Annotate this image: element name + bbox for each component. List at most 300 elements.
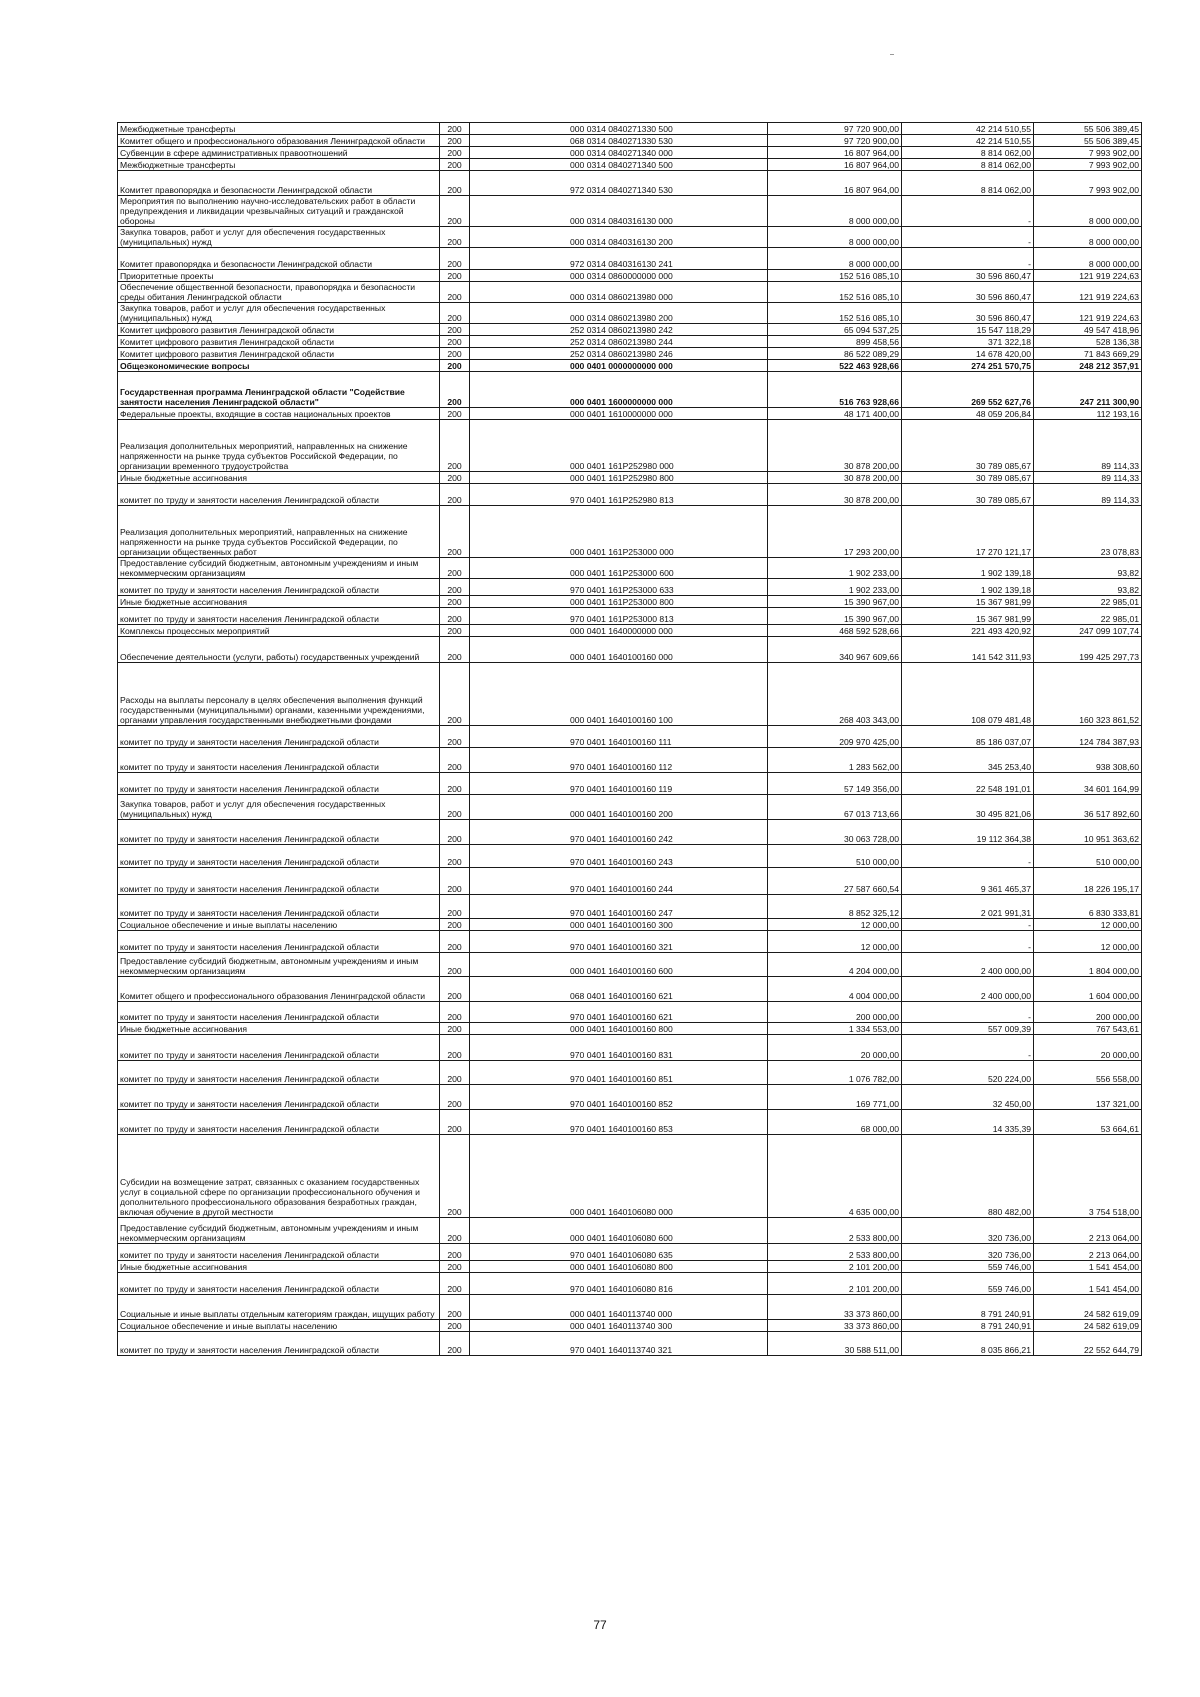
table-row	[118, 472, 1142, 484]
row-name-cell: Закупка товаров, работ и услуг для обеспечения государственных (муниципальных) нужд	[118, 227, 440, 248]
executed-amount-cell: 221 493 420,92	[902, 625, 1034, 637]
executed-amount-cell: -	[902, 248, 1034, 270]
budget-code-cell: 000 0401 1640113740 300	[470, 1320, 768, 1332]
approved-amount-cell: 16 807 964,00	[768, 147, 902, 159]
budget-code-cell: 068 0401 1640100160 621	[470, 977, 768, 1002]
approved-amount-cell: 152 516 085,10	[768, 282, 902, 303]
table-row	[118, 579, 1142, 596]
approved-amount-cell: 2 101 200,00	[768, 1261, 902, 1273]
budget-code-cell: 000 0314 0860213980 200	[470, 303, 768, 324]
line-code-cell: 200	[440, 484, 470, 506]
budget-code-cell: 970 0401 1640100160 621	[470, 1002, 768, 1023]
budget-code-cell: 252 0314 0860213980 244	[470, 336, 768, 348]
executed-amount-cell: 30 596 860,47	[902, 270, 1034, 282]
line-code-cell: 200	[440, 1273, 470, 1295]
approved-amount-cell: 20 000,00	[768, 1035, 902, 1061]
row-name-cell: Комитет правопорядка и безопасности Ленинградской области	[118, 248, 440, 270]
budget-code-cell: 000 0314 0860213980 000	[470, 282, 768, 303]
unexecuted-amount-cell: 93,82	[1034, 579, 1142, 596]
row-name-cell: Общеэкономические вопросы	[118, 360, 440, 372]
executed-amount-cell: 8 035 866,21	[902, 1332, 1034, 1356]
table-row	[118, 895, 1142, 919]
budget-code-cell: 970 0401 1640113740 321	[470, 1332, 768, 1356]
row-name-cell: Федеральные проекты, входящие в состав национальных проектов	[118, 408, 440, 420]
unexecuted-amount-cell: 53 664,61	[1034, 1110, 1142, 1135]
budget-code-cell: 000 0314 0840316130 200	[470, 227, 768, 248]
unexecuted-amount-cell: 7 993 902,00	[1034, 147, 1142, 159]
unexecuted-amount-cell: 71 843 669,29	[1034, 348, 1142, 360]
approved-amount-cell: 510 000,00	[768, 845, 902, 868]
line-code-cell: 200	[440, 1002, 470, 1023]
budget-code-cell: 970 0401 161P253000 633	[470, 579, 768, 596]
table-row	[118, 1218, 1142, 1244]
budget-code-cell: 000 0401 161P252980 000	[470, 420, 768, 472]
line-code-cell: 200	[440, 663, 470, 726]
unexecuted-amount-cell: 199 425 297,73	[1034, 637, 1142, 663]
executed-amount-cell: -	[902, 1035, 1034, 1061]
approved-amount-cell: 468 592 528,66	[768, 625, 902, 637]
page-number: 77	[593, 1618, 607, 1632]
budget-code-cell: 970 0401 1640100160 851	[470, 1061, 768, 1085]
approved-amount-cell: 57 149 356,00	[768, 773, 902, 795]
executed-amount-cell: 559 746,00	[902, 1273, 1034, 1295]
row-name-cell: Иные бюджетные ассигнования	[118, 1023, 440, 1035]
budget-code-cell: 000 0401 1640100160 100	[470, 663, 768, 726]
unexecuted-amount-cell: 8 000 000,00	[1034, 196, 1142, 227]
executed-amount-cell: 30 495 821,06	[902, 795, 1034, 820]
line-code-cell: 200	[440, 372, 470, 408]
budget-code-cell: 972 0314 0840316130 241	[470, 248, 768, 270]
line-code-cell: 200	[440, 953, 470, 977]
unexecuted-amount-cell: 12 000,00	[1034, 931, 1142, 953]
table-row	[118, 558, 1142, 579]
approved-amount-cell: 12 000,00	[768, 931, 902, 953]
executed-amount-cell: -	[902, 227, 1034, 248]
executed-amount-cell: 141 542 311,93	[902, 637, 1034, 663]
line-code-cell: 200	[440, 360, 470, 372]
row-name-cell: комитет по труду и занятости населения Ленинградской области	[118, 773, 440, 795]
table-row	[118, 506, 1142, 558]
line-code-cell: 200	[440, 625, 470, 637]
budget-code-cell: 970 0401 161P253000 813	[470, 608, 768, 625]
budget-code-cell: 000 0401 1640106080 800	[470, 1261, 768, 1273]
executed-amount-cell: 30 789 085,67	[902, 420, 1034, 472]
line-code-cell: 200	[440, 795, 470, 820]
executed-amount-cell: 22 548 191,01	[902, 773, 1034, 795]
executed-amount-cell: 30 789 085,67	[902, 484, 1034, 506]
line-code-cell: 200	[440, 135, 470, 147]
unexecuted-amount-cell: 1 541 454,00	[1034, 1261, 1142, 1273]
budget-code-cell: 970 0401 1640100160 242	[470, 820, 768, 845]
approved-amount-cell: 1 902 233,00	[768, 579, 902, 596]
row-name-cell: Приоритетные проекты	[118, 270, 440, 282]
table-row	[118, 726, 1142, 748]
line-code-cell: 200	[440, 868, 470, 895]
approved-amount-cell: 15 390 967,00	[768, 596, 902, 608]
row-name-cell: Закупка товаров, работ и услуг для обеспечения государственных (муниципальных) нужд	[118, 795, 440, 820]
approved-amount-cell: 30 878 200,00	[768, 484, 902, 506]
table-row	[118, 336, 1142, 348]
executed-amount-cell: 30 596 860,47	[902, 282, 1034, 303]
approved-amount-cell: 2 101 200,00	[768, 1273, 902, 1295]
row-name-cell: Обеспечение деятельности (услуги, работы) государственных учреждений	[118, 637, 440, 663]
executed-amount-cell: 9 361 465,37	[902, 868, 1034, 895]
table-row	[118, 596, 1142, 608]
table-row	[118, 348, 1142, 360]
line-code-cell: 200	[440, 303, 470, 324]
approved-amount-cell: 30 588 511,00	[768, 1332, 902, 1356]
budget-code-cell: 970 0401 1640100160 111	[470, 726, 768, 748]
row-name-cell: Обеспечение общественной безопасности, правопорядка и безопасности среды обитания Ленинградской области	[118, 282, 440, 303]
executed-amount-cell: 48 059 206,84	[902, 408, 1034, 420]
row-name-cell: Комитет цифрового развития Ленинградской области	[118, 348, 440, 360]
executed-amount-cell: 557 009,39	[902, 1023, 1034, 1035]
table-row	[118, 748, 1142, 773]
executed-amount-cell: 880 482,00	[902, 1135, 1034, 1218]
unexecuted-amount-cell: 247 099 107,74	[1034, 625, 1142, 637]
budget-code-cell: 000 0401 1640106080 000	[470, 1135, 768, 1218]
executed-amount-cell: 15 367 981,99	[902, 596, 1034, 608]
approved-amount-cell: 30 063 728,00	[768, 820, 902, 845]
line-code-cell: 200	[440, 596, 470, 608]
row-name-cell: Межбюджетные трансферты	[118, 123, 440, 135]
budget-code-cell: 000 0401 1640000000 000	[470, 625, 768, 637]
table-row	[118, 123, 1142, 135]
unexecuted-amount-cell: 3 754 518,00	[1034, 1135, 1142, 1218]
budget-code-cell: 000 0401 161P253000 800	[470, 596, 768, 608]
unexecuted-amount-cell: 6 830 333,81	[1034, 895, 1142, 919]
table-row	[118, 196, 1142, 227]
row-name-cell: Комплексы процессных мероприятий	[118, 625, 440, 637]
unexecuted-amount-cell: 200 000,00	[1034, 1002, 1142, 1023]
approved-amount-cell: 16 807 964,00	[768, 171, 902, 196]
table-row	[118, 953, 1142, 977]
unexecuted-amount-cell: 22 985,01	[1034, 596, 1142, 608]
approved-amount-cell: 12 000,00	[768, 919, 902, 931]
line-code-cell: 200	[440, 1135, 470, 1218]
row-name-cell: Межбюджетные трансферты	[118, 159, 440, 171]
table-row	[118, 303, 1142, 324]
approved-amount-cell: 209 970 425,00	[768, 726, 902, 748]
line-code-cell: 200	[440, 1023, 470, 1035]
executed-amount-cell: 1 902 139,18	[902, 558, 1034, 579]
executed-amount-cell: 520 224,00	[902, 1061, 1034, 1085]
approved-amount-cell: 169 771,00	[768, 1085, 902, 1110]
unexecuted-amount-cell: 55 506 389,45	[1034, 135, 1142, 147]
table-row	[118, 931, 1142, 953]
table-row	[118, 408, 1142, 420]
table-row	[118, 773, 1142, 795]
approved-amount-cell: 268 403 343,00	[768, 663, 902, 726]
budget-code-cell: 970 0401 1640100160 243	[470, 845, 768, 868]
line-code-cell: 200	[440, 408, 470, 420]
executed-amount-cell: 371 322,18	[902, 336, 1034, 348]
executed-amount-cell: -	[902, 919, 1034, 931]
unexecuted-amount-cell: 112 193,16	[1034, 408, 1142, 420]
executed-amount-cell: 8 814 062,00	[902, 159, 1034, 171]
line-code-cell: 200	[440, 1295, 470, 1320]
row-name-cell: Реализация дополнительных мероприятий, направленных на снижение напряженности на рынке труда субъектов Российской Федерации, по организации общественных работ	[118, 506, 440, 558]
table-row	[118, 625, 1142, 637]
line-code-cell: 200	[440, 845, 470, 868]
executed-amount-cell: 14 678 420,00	[902, 348, 1034, 360]
budget-code-cell: 252 0314 0860213980 246	[470, 348, 768, 360]
executed-amount-cell: 8 791 240,91	[902, 1295, 1034, 1320]
line-code-cell: 200	[440, 579, 470, 596]
row-name-cell: комитет по труду и занятости населения Ленинградской области	[118, 608, 440, 625]
unexecuted-amount-cell: 12 000,00	[1034, 919, 1142, 931]
approved-amount-cell: 4 635 000,00	[768, 1135, 902, 1218]
executed-amount-cell: 2 021 991,31	[902, 895, 1034, 919]
unexecuted-amount-cell: 247 211 300,90	[1034, 372, 1142, 408]
budget-code-cell: 000 0314 0840271330 500	[470, 123, 768, 135]
row-name-cell: комитет по труду и занятости населения Ленинградской области	[118, 1244, 440, 1261]
approved-amount-cell: 516 763 928,66	[768, 372, 902, 408]
unexecuted-amount-cell: 1 604 000,00	[1034, 977, 1142, 1002]
budget-code-cell: 000 0401 1600000000 000	[470, 372, 768, 408]
unexecuted-amount-cell: 1 804 000,00	[1034, 953, 1142, 977]
row-name-cell: комитет по труду и занятости населения Ленинградской области	[118, 868, 440, 895]
table-row	[118, 1295, 1142, 1320]
row-name-cell: Субсидии на возмещение затрат, связанных с оказанием государственных услуг в социальной сфере по организации профессионального обучения и дополнительного профессионального образования безработных граждан, включая обучение в другой местности	[118, 1135, 440, 1218]
budget-code-cell: 000 0401 1640113740 000	[470, 1295, 768, 1320]
line-code-cell: 200	[440, 324, 470, 336]
approved-amount-cell: 8 852 325,12	[768, 895, 902, 919]
line-code-cell: 200	[440, 227, 470, 248]
line-code-cell: 200	[440, 820, 470, 845]
line-code-cell: 200	[440, 1244, 470, 1261]
row-name-cell: Предоставление субсидий бюджетным, автономным учреждениям и иным некоммерческим организациям	[118, 1218, 440, 1244]
unexecuted-amount-cell: 2 213 064,00	[1034, 1218, 1142, 1244]
row-name-cell: комитет по труду и занятости населения Ленинградской области	[118, 1110, 440, 1135]
budget-code-cell: 970 0401 1640100160 321	[470, 931, 768, 953]
approved-amount-cell: 2 533 800,00	[768, 1218, 902, 1244]
approved-amount-cell: 152 516 085,10	[768, 270, 902, 282]
budget-code-cell: 000 0314 0860000000 000	[470, 270, 768, 282]
approved-amount-cell: 86 522 089,29	[768, 348, 902, 360]
unexecuted-amount-cell: 89 114,33	[1034, 484, 1142, 506]
row-name-cell: Предоставление субсидий бюджетным, автономным учреждениям и иным некоммерческим организациям	[118, 953, 440, 977]
budget-code-cell: 000 0401 0000000000 000	[470, 360, 768, 372]
row-name-cell: комитет по труду и занятости населения Ленинградской области	[118, 895, 440, 919]
line-code-cell: 200	[440, 506, 470, 558]
approved-amount-cell: 67 013 713,66	[768, 795, 902, 820]
unexecuted-amount-cell: 8 000 000,00	[1034, 227, 1142, 248]
line-code-cell: 200	[440, 1218, 470, 1244]
unexecuted-amount-cell: 510 000,00	[1034, 845, 1142, 868]
budget-code-cell: 000 0401 1640100160 800	[470, 1023, 768, 1035]
approved-amount-cell: 4 204 000,00	[768, 953, 902, 977]
approved-amount-cell: 97 720 900,00	[768, 135, 902, 147]
approved-amount-cell: 30 878 200,00	[768, 420, 902, 472]
approved-amount-cell: 27 587 660,54	[768, 868, 902, 895]
line-code-cell: 200	[440, 123, 470, 135]
budget-code-cell: 000 0401 1640100160 000	[470, 637, 768, 663]
scan-mark	[890, 54, 894, 55]
row-name-cell: комитет по труду и занятости населения Ленинградской области	[118, 1061, 440, 1085]
unexecuted-amount-cell: 121 919 224,63	[1034, 303, 1142, 324]
line-code-cell: 200	[440, 608, 470, 625]
budget-code-cell: 000 0314 0840271340 500	[470, 159, 768, 171]
unexecuted-amount-cell: 24 582 619,09	[1034, 1320, 1142, 1332]
row-name-cell: комитет по труду и занятости населения Ленинградской области	[118, 484, 440, 506]
line-code-cell: 200	[440, 1035, 470, 1061]
row-name-cell: комитет по труду и занятости населения Ленинградской области	[118, 1085, 440, 1110]
budget-code-cell: 000 0314 0840316130 000	[470, 196, 768, 227]
row-name-cell: комитет по труду и занятости населения Ленинградской области	[118, 1332, 440, 1356]
unexecuted-amount-cell: 121 919 224,63	[1034, 282, 1142, 303]
line-code-cell: 200	[440, 171, 470, 196]
budget-code-cell: 970 0401 1640100160 244	[470, 868, 768, 895]
line-code-cell: 200	[440, 472, 470, 484]
approved-amount-cell: 8 000 000,00	[768, 248, 902, 270]
row-name-cell: комитет по труду и занятости населения Ленинградской области	[118, 820, 440, 845]
unexecuted-amount-cell: 34 601 164,99	[1034, 773, 1142, 795]
executed-amount-cell: 30 789 085,67	[902, 472, 1034, 484]
line-code-cell: 200	[440, 637, 470, 663]
unexecuted-amount-cell: 89 114,33	[1034, 420, 1142, 472]
executed-amount-cell: 108 079 481,48	[902, 663, 1034, 726]
table-row	[118, 227, 1142, 248]
unexecuted-amount-cell: 18 226 195,17	[1034, 868, 1142, 895]
table-row	[118, 820, 1142, 845]
unexecuted-amount-cell: 24 582 619,09	[1034, 1295, 1142, 1320]
executed-amount-cell: 8 814 062,00	[902, 147, 1034, 159]
unexecuted-amount-cell: 89 114,33	[1034, 472, 1142, 484]
approved-amount-cell: 1 334 553,00	[768, 1023, 902, 1035]
table-row	[118, 1035, 1142, 1061]
approved-amount-cell: 33 373 860,00	[768, 1295, 902, 1320]
unexecuted-amount-cell: 10 951 363,62	[1034, 820, 1142, 845]
unexecuted-amount-cell: 160 323 861,52	[1034, 663, 1142, 726]
unexecuted-amount-cell: 23 078,83	[1034, 506, 1142, 558]
table-row	[118, 324, 1142, 336]
line-code-cell: 200	[440, 348, 470, 360]
row-name-cell: Закупка товаров, работ и услуг для обеспечения государственных (муниципальных) нужд	[118, 303, 440, 324]
approved-amount-cell: 48 171 400,00	[768, 408, 902, 420]
unexecuted-amount-cell: 22 552 644,79	[1034, 1332, 1142, 1356]
unexecuted-amount-cell: 36 517 892,60	[1034, 795, 1142, 820]
approved-amount-cell: 68 000,00	[768, 1110, 902, 1135]
approved-amount-cell: 200 000,00	[768, 1002, 902, 1023]
executed-amount-cell: 30 596 860,47	[902, 303, 1034, 324]
executed-amount-cell: -	[902, 845, 1034, 868]
executed-amount-cell: 15 367 981,99	[902, 608, 1034, 625]
table-row	[118, 1085, 1142, 1110]
unexecuted-amount-cell: 528 136,38	[1034, 336, 1142, 348]
approved-amount-cell: 1 902 233,00	[768, 558, 902, 579]
line-code-cell: 200	[440, 196, 470, 227]
row-name-cell: Государственная программа Ленинградской области "Содействие занятости населения Ленинградской области"	[118, 372, 440, 408]
row-name-cell: Социальные и иные выплаты отдельным категориям граждан, ищущих работу	[118, 1295, 440, 1320]
approved-amount-cell: 4 004 000,00	[768, 977, 902, 1002]
line-code-cell: 200	[440, 558, 470, 579]
row-name-cell: Реализация дополнительных мероприятий, направленных на снижение напряженности на рынке труда субъектов Российской Федерации, по организации временного трудоустройства	[118, 420, 440, 472]
budget-code-cell: 970 0401 1640100160 853	[470, 1110, 768, 1135]
unexecuted-amount-cell: 124 784 387,93	[1034, 726, 1142, 748]
executed-amount-cell: -	[902, 931, 1034, 953]
unexecuted-amount-cell: 22 985,01	[1034, 608, 1142, 625]
table-row	[118, 420, 1142, 472]
table-row	[118, 270, 1142, 282]
table-row	[118, 637, 1142, 663]
row-name-cell: Комитет правопорядка и безопасности Ленинградской области	[118, 171, 440, 196]
row-name-cell: комитет по труду и занятости населения Ленинградской области	[118, 1002, 440, 1023]
table-row	[118, 1110, 1142, 1135]
table-row	[118, 845, 1142, 868]
approved-amount-cell: 899 458,56	[768, 336, 902, 348]
approved-amount-cell: 97 720 900,00	[768, 123, 902, 135]
line-code-cell: 200	[440, 270, 470, 282]
table-row	[118, 1135, 1142, 1218]
table-row	[118, 1261, 1142, 1273]
row-name-cell: комитет по труду и занятости населения Ленинградской области	[118, 579, 440, 596]
row-name-cell: Комитет общего и профессионального образования Ленинградской области	[118, 977, 440, 1002]
executed-amount-cell: 19 112 364,38	[902, 820, 1034, 845]
row-name-cell: комитет по труду и занятости населения Ленинградской области	[118, 845, 440, 868]
executed-amount-cell: -	[902, 1002, 1034, 1023]
budget-execution-table	[117, 122, 1142, 1356]
executed-amount-cell: 17 270 121,17	[902, 506, 1034, 558]
row-name-cell: комитет по труду и занятости населения Ленинградской области	[118, 1035, 440, 1061]
line-code-cell: 200	[440, 1061, 470, 1085]
budget-code-cell: 970 0401 1640100160 112	[470, 748, 768, 773]
line-code-cell: 200	[440, 282, 470, 303]
table-row	[118, 171, 1142, 196]
approved-amount-cell: 1 076 782,00	[768, 1061, 902, 1085]
budget-code-cell: 970 0401 1640100160 247	[470, 895, 768, 919]
budget-code-cell: 000 0401 161P253000 600	[470, 558, 768, 579]
table-body	[118, 123, 1142, 1356]
unexecuted-amount-cell: 556 558,00	[1034, 1061, 1142, 1085]
budget-code-cell: 000 0401 1640100160 300	[470, 919, 768, 931]
unexecuted-amount-cell: 121 919 224,63	[1034, 270, 1142, 282]
table-row	[118, 282, 1142, 303]
budget-code-cell: 970 0401 1640100160 852	[470, 1085, 768, 1110]
line-code-cell: 200	[440, 931, 470, 953]
line-code-cell: 200	[440, 1261, 470, 1273]
budget-code-cell: 970 0401 1640100160 831	[470, 1035, 768, 1061]
unexecuted-amount-cell: 767 543,61	[1034, 1023, 1142, 1035]
budget-code-cell: 000 0401 1640100160 600	[470, 953, 768, 977]
table-row	[118, 147, 1142, 159]
budget-code-cell: 970 0401 1640106080 635	[470, 1244, 768, 1261]
budget-code-cell: 970 0401 161P252980 813	[470, 484, 768, 506]
unexecuted-amount-cell: 20 000,00	[1034, 1035, 1142, 1061]
row-name-cell: Иные бюджетные ассигнования	[118, 472, 440, 484]
unexecuted-amount-cell: 1 541 454,00	[1034, 1273, 1142, 1295]
table-row	[118, 608, 1142, 625]
row-name-cell: Иные бюджетные ассигнования	[118, 596, 440, 608]
executed-amount-cell: 14 335,39	[902, 1110, 1034, 1135]
approved-amount-cell: 8 000 000,00	[768, 227, 902, 248]
line-code-cell: 200	[440, 159, 470, 171]
executed-amount-cell: 320 736,00	[902, 1244, 1034, 1261]
executed-amount-cell: 269 552 627,76	[902, 372, 1034, 408]
executed-amount-cell: 42 214 510,55	[902, 135, 1034, 147]
budget-code-cell: 068 0314 0840271330 530	[470, 135, 768, 147]
unexecuted-amount-cell: 8 000 000,00	[1034, 248, 1142, 270]
budget-code-cell: 000 0401 1640100160 200	[470, 795, 768, 820]
row-name-cell: Мероприятия по выполнению научно-исследовательских работ в области предупреждения и ликвидации чрезвычайных ситуаций и гражданской обороны	[118, 196, 440, 227]
table-row	[118, 1273, 1142, 1295]
row-name-cell: Комитет цифрового развития Ленинградской области	[118, 324, 440, 336]
row-name-cell: Предоставление субсидий бюджетным, автономным учреждениям и иным некоммерческим организациям	[118, 558, 440, 579]
approved-amount-cell: 152 516 085,10	[768, 303, 902, 324]
line-code-cell: 200	[440, 726, 470, 748]
table-row	[118, 663, 1142, 726]
executed-amount-cell: -	[902, 196, 1034, 227]
